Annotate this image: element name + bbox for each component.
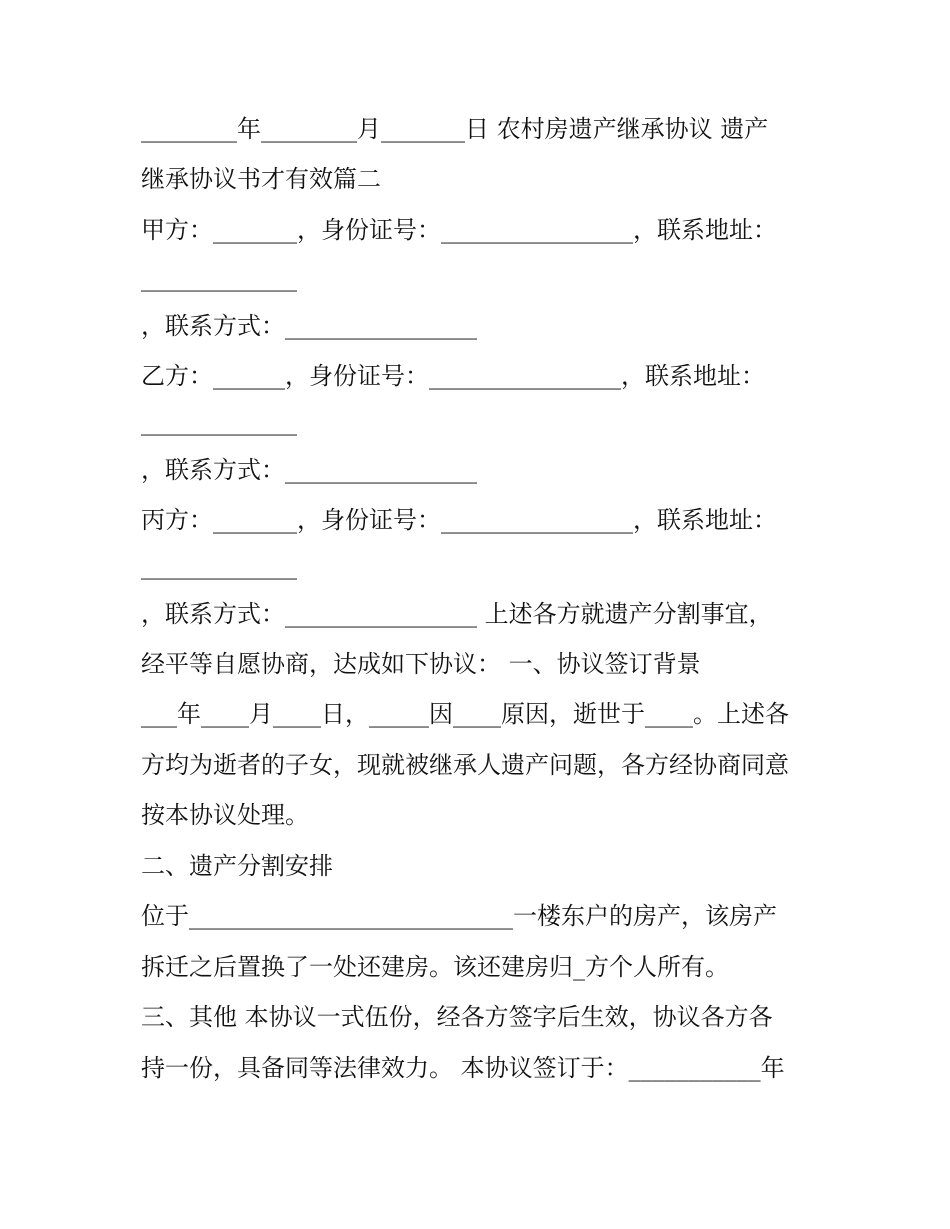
party-b-line: 乙方：______，身份证号：________________，联系地址： (141, 362, 765, 390)
property-line-1: 位于___________________________一楼东户的房产，该房产 (141, 902, 777, 930)
party-c-contact-line: ，联系方式：________________ 上述各方就遗产分割事宜， (141, 600, 773, 628)
party-a-address-blank: _____________ (141, 264, 297, 292)
background-line-2: 方均为逝者的子女，现就被继承人遗产问题，各方经协商同意 (141, 751, 789, 779)
party-a-contact-line: ，联系方式：________________ (141, 312, 477, 340)
agreement-intro-line: 经平等自愿协商，达成如下协议： 一、协议签订背景 (141, 650, 701, 678)
title-line-2: 继承协议书才有效篇二 (141, 165, 381, 193)
section-3-line-2: 持一份，具备同等法律效力。 本协议签订于：___________年 (141, 1054, 785, 1082)
background-line-3: 按本协议处理。 (141, 801, 309, 829)
party-c-address-blank: _____________ (141, 552, 297, 580)
section-2-heading: 二、遗产分割安排 (141, 852, 333, 880)
title-line-1: ________年________月_______日 农村房遗产继承协议 遗产 (141, 115, 769, 143)
property-line-2: 拆迁之后置换了一处还建房。该还建房归_方个人所有。 (141, 953, 729, 981)
section-3-line-1: 三、其他 本协议一式伍份，经各方签字后生效，协议各方各 (141, 1003, 773, 1031)
party-c-line: 丙方：_______，身份证号：________________，联系地址： (141, 506, 777, 534)
party-b-contact-line: ，联系方式：________________ (141, 456, 477, 484)
background-line-1: ___年____月____日，_____因____原因，逝世于____。上述各 (141, 700, 789, 728)
party-b-address-blank: _____________ (141, 408, 297, 436)
party-a-line: 甲方：_______，身份证号：________________，联系地址： (141, 216, 777, 244)
